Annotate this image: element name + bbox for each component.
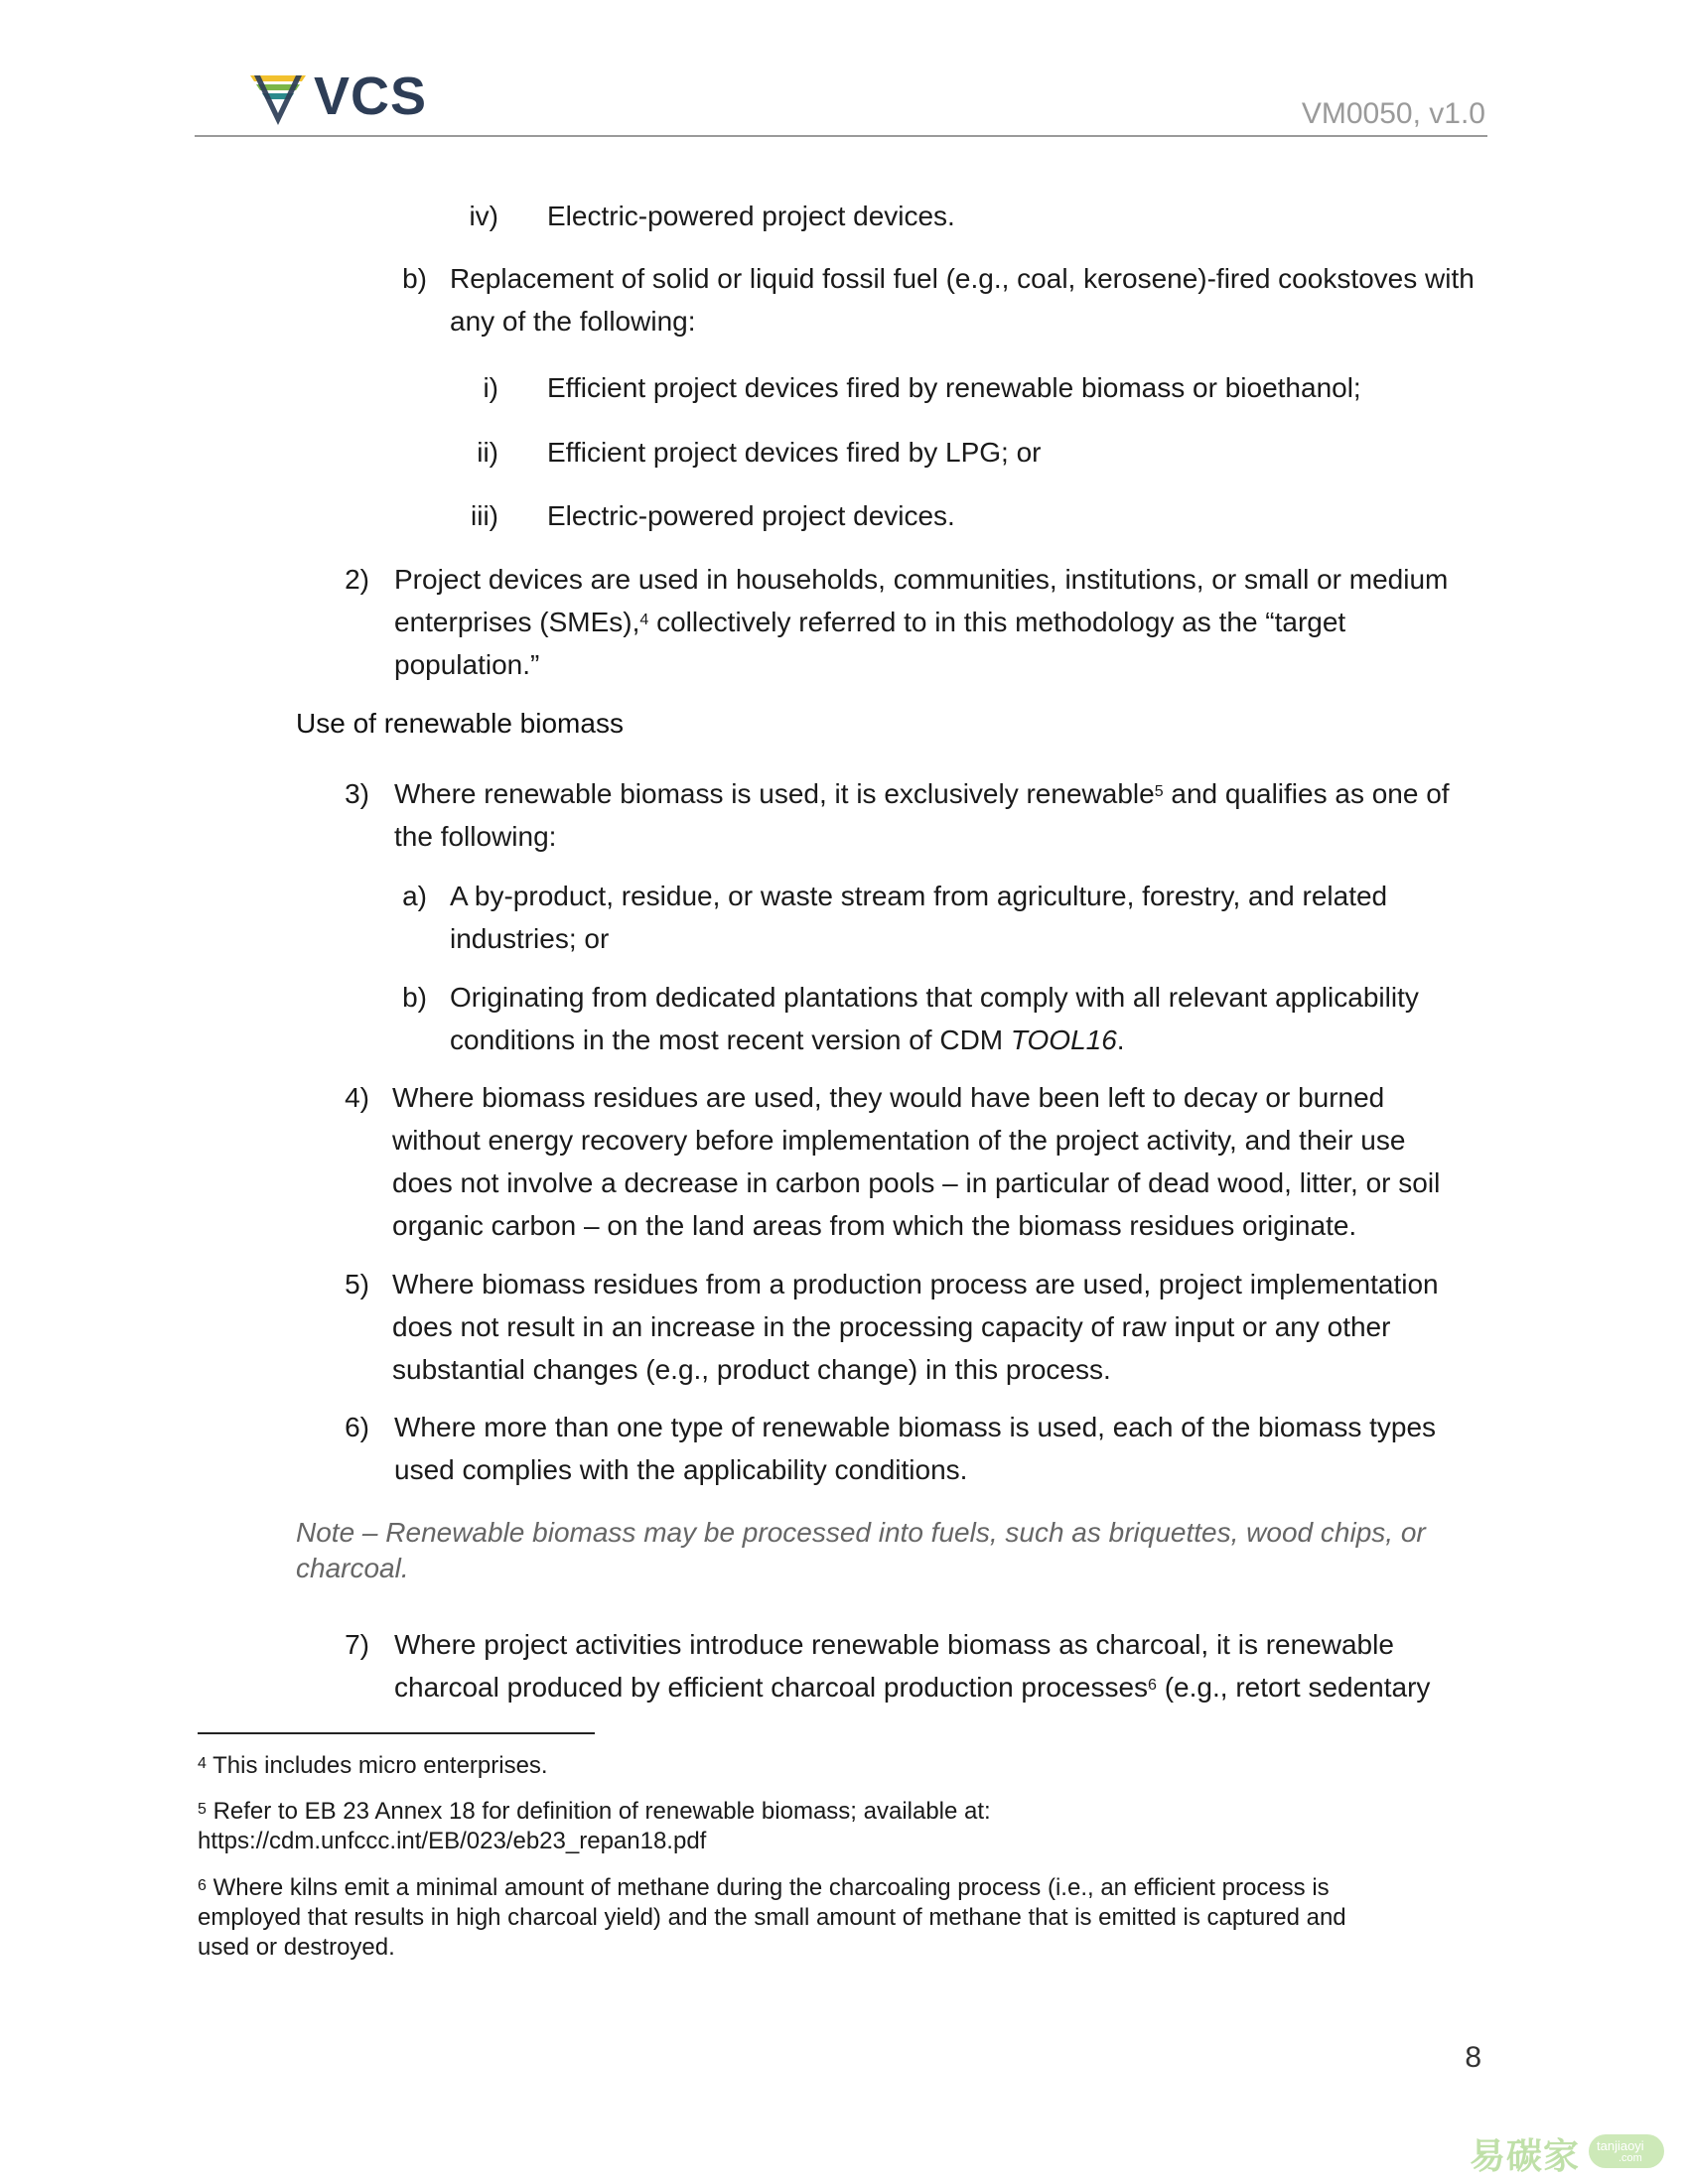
vcs-logo	[248, 68, 447, 127]
list-text-line: Originating from dedicated plantations that comply with all relevant applicability	[450, 982, 1419, 1013]
list-text-line: Where project activities introduce renewable biomass as charcoal, it is renewable	[394, 1629, 1394, 1660]
watermark-sub-text: tanjiaoyi	[1597, 2138, 1644, 2153]
list-item-3a	[0, 875, 1688, 964]
list-marker: 4)	[345, 1082, 369, 1113]
footnote-4	[198, 1751, 1488, 1781]
list-text: Efficient project devices fired by LPG; or	[547, 437, 1042, 468]
footnote-marker: 4	[198, 1755, 207, 1772]
list-text-line: Where more than one type of renewable biomass is used, each of the biomass types	[394, 1412, 1437, 1442]
list-text-line	[394, 601, 1345, 643]
tool-reference: TOOL16	[1010, 1024, 1117, 1055]
footnote-marker: 6	[198, 1877, 207, 1894]
footnote-text: Where kilns emit a minimal amount of methane during the charcoaling process (i.e., an efficient process is	[206, 1874, 1330, 1901]
header-divider	[195, 135, 1487, 137]
footnote-text: employed that results in high charcoal yield) and the small amount of methane that is emitted is captured and	[198, 1904, 1346, 1931]
footnote-ref-5[interactable]: 5	[1154, 783, 1164, 800]
text-run: (e.g., retort sedentary	[1156, 1672, 1431, 1703]
footnote-text: Refer to EB 23 Annex 18 for definition of renewable biomass; available at:	[206, 1798, 991, 1825]
list-text-line	[450, 1019, 1125, 1061]
section-heading: Use of renewable biomass	[296, 708, 624, 739]
list-text-line: population.”	[394, 649, 540, 680]
list-marker: a)	[402, 881, 427, 911]
footnote-ref-4[interactable]: 4	[639, 612, 649, 628]
document-id: VM0050, v1.0	[1301, 97, 1485, 130]
list-marker: b)	[402, 263, 427, 294]
list-marker: b)	[402, 982, 427, 1013]
list-text-line: any of the following:	[450, 306, 696, 337]
list-item-3b	[0, 976, 1688, 1065]
text-run: enterprises (SMEs),	[394, 607, 640, 637]
list-marker: 2)	[345, 564, 369, 595]
footnote-link[interactable]: https://cdm.unfccc.int/EB/023/eb23_repan18.pdf	[198, 1828, 707, 1854]
text-run: and qualifies as one of	[1163, 778, 1450, 809]
list-text-line: Replacement of solid or liquid fossil fuel (e.g., coal, kerosene)-fired cookstoves with	[450, 263, 1475, 294]
logo-text: VCS	[314, 67, 428, 126]
text-run: conditions in the most recent version of CDM	[450, 1024, 1011, 1055]
footnote-marker: 5	[198, 1801, 207, 1818]
text-run: .	[1116, 1024, 1125, 1055]
list-item-b	[0, 257, 1688, 346]
list-item-5	[0, 1263, 1688, 1392]
footnote-6	[198, 1873, 1488, 1963]
list-marker: iii)	[471, 500, 498, 531]
footnote-ref-6[interactable]: 6	[1148, 1677, 1157, 1694]
list-text-line: without energy recovery before implementation of the project activity, and their use	[392, 1125, 1406, 1156]
footnote-5	[198, 1797, 1488, 1856]
page-number: 8	[1465, 2041, 1481, 2074]
list-text-line: industries; or	[450, 923, 610, 954]
list-marker: 5)	[345, 1269, 369, 1299]
list-text: Electric-powered project devices.	[547, 201, 955, 231]
list-text-line: used complies with the applicability conditions.	[394, 1454, 968, 1485]
watermark-logo	[1470, 2124, 1668, 2180]
list-marker: 6)	[345, 1412, 369, 1442]
footnote-divider	[198, 1732, 595, 1734]
list-item-3	[0, 772, 1688, 862]
list-item-6	[0, 1406, 1688, 1495]
list-text-line: does not result in an increase in the processing capacity of raw input or any other	[392, 1311, 1391, 1342]
list-text-line: Where biomass residues are used, they would have been left to decay or burned	[392, 1082, 1385, 1113]
list-text: Efficient project devices fired by renewable biomass or bioethanol;	[547, 372, 1361, 403]
list-text-line: A by-product, residue, or waste stream from agriculture, forestry, and related	[450, 881, 1388, 911]
list-text-line: Project devices are used in households, communities, institutions, or small or medium	[394, 564, 1449, 595]
vcs-logo-mark-icon	[248, 68, 308, 127]
watermark-sub-text2: .com	[1618, 2152, 1642, 2164]
text-run: collectively referred to in this methodology as the “target	[648, 607, 1346, 637]
list-text-line: does not involve a decrease in carbon pools – in particular of dead wood, litter, or soil	[392, 1167, 1441, 1198]
note-line: Note – Renewable biomass may be processed into fuels, such as briquettes, wood chips, or	[296, 1517, 1426, 1548]
list-text-line: Where biomass residues from a production process are used, project implementation	[392, 1269, 1439, 1299]
list-item-7	[0, 1623, 1688, 1712]
watermark-brand: 易碳家	[1470, 2136, 1581, 2177]
list-text-line: organic carbon – on the land areas from which the biomass residues originate.	[392, 1210, 1357, 1241]
list-marker: 3)	[345, 778, 369, 809]
list-text-line	[394, 1666, 1430, 1708]
list-marker: ii)	[477, 437, 498, 468]
list-text-line: substantial changes (e.g., product change) in this process.	[392, 1354, 1111, 1385]
footnote-text: used or destroyed.	[198, 1934, 395, 1961]
list-marker: 7)	[345, 1629, 369, 1660]
list-text-line	[394, 772, 1450, 815]
list-marker: i)	[483, 372, 498, 403]
list-marker: iv)	[469, 201, 498, 231]
note-paragraph	[296, 1515, 1487, 1586]
text-run: Where renewable biomass is used, it is exclusively renewable	[394, 778, 1155, 809]
note-line: charcoal.	[296, 1553, 409, 1583]
list-text: Electric-powered project devices.	[547, 500, 955, 531]
list-item-2	[0, 558, 1688, 687]
text-run: charcoal produced by efficient charcoal production processes	[394, 1672, 1149, 1703]
list-text-line: the following:	[394, 821, 557, 852]
list-item-4	[0, 1076, 1688, 1250]
footnote-text: This includes micro enterprises.	[206, 1752, 548, 1779]
